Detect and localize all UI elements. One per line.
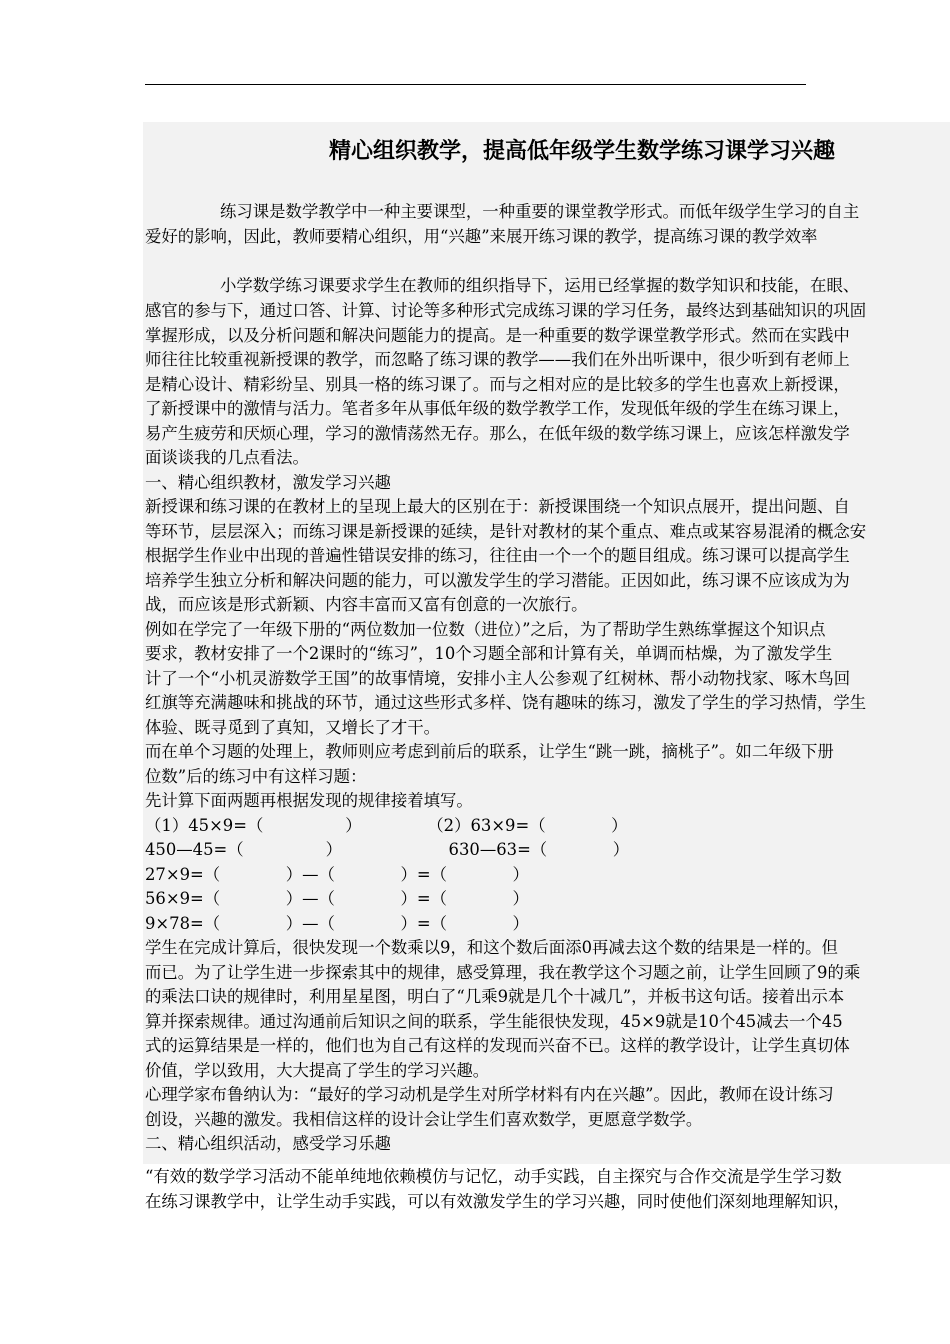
paragraph-line: 练习课是数学教学中一种主要课型，一种重要的课堂教学形式。而低年级学生学习的自主 (220, 202, 860, 221)
exercise-line: 450—45=（ ） 630—63=（ ） (145, 840, 630, 859)
paragraph-line: 掌握形成，以及分析问题和解决问题能力的提高。是一种重要的数学课堂教学形式。然而在实践中 (145, 326, 850, 345)
paragraph-line: 心理学家布鲁纳认为：“最好的学习动机是学生对所学材料有内在兴趣”。因此，教师在设计练习 (145, 1085, 834, 1104)
document-title: 精心组织教学，提高低年级学生数学练习课学习兴趣 (329, 138, 836, 164)
paragraph-line: 式的运算结果是一样的，他们也为自己有这样的发现而兴奋不已。这样的教学设计，让学生真切体 (145, 1036, 850, 1055)
paragraph-line: 易产生疲劳和厌烦心理，学习的激情荡然无存。那么，在低年级的数学练习课上，应该怎样激发学 (145, 424, 850, 443)
paragraph-line: “有效的数学学习活动不能单纯地依赖模仿与记忆，动手实践，自主探究与合作交流是学生学习数 (145, 1167, 842, 1186)
paragraph-line: 爱好的影响，因此，教师要精心组织，用“兴趣”来展开练习课的教学，提高练习课的教学效率 (145, 227, 818, 246)
paragraph-line: 战，而应该是形式新颖、内容丰富而又富有创意的一次旅行。 (145, 595, 588, 614)
exercise-line: 56×9=（ ）—（ ）=（ ） (145, 889, 529, 908)
exercise-line: 27×9=（ ）—（ ）=（ ） (145, 865, 529, 884)
paragraph-line: 算并探索规律。通过沟通前后知识之间的联系，学生能很快发现，45×9就是10个45减去一个45 (145, 1012, 843, 1031)
exercise-line: 9×78=（ ）—（ ）=（ ） (145, 914, 529, 933)
header-rule (145, 84, 806, 85)
paragraph-line: 在练习课教学中，让学生动手实践，可以有效激发学生的学习兴趣，同时使他们深刻地理解知识， (145, 1192, 850, 1211)
document-body (143, 122, 950, 1164)
exercise-line: （1）45×9=（ ） （2）63×9=（ ） (145, 816, 628, 835)
paragraph-line: 新授课和练习课的在教材上的呈现上最大的区别在于：新授课围绕一个知识点展开，提出问题、自 (145, 497, 850, 516)
section-heading: 一、精心组织教材，激发学习兴趣 (145, 473, 391, 492)
paragraph-line: 位数”后的练习中有这样习题： (145, 767, 367, 786)
paragraph-line: 红旗等充满趣味和挑战的环节，通过这些形式多样、饶有趣味的练习，激发了学生的学习热情，学生 (145, 693, 867, 712)
paragraph-line: 而在单个习题的处理上，教师则应考虑到前后的联系，让学生“跳一跳，摘桃子”。如二年级下册 (145, 742, 834, 761)
paragraph-line: 师往往比较重视新授课的教学，而忽略了练习课的教学——我们在外出听课中，很少听到有老师上 (145, 350, 850, 369)
paragraph-line: 要求，教材安排了一个2课时的“练习”，10个习题全部和计算有关，单调而枯燥，为了激发学生 (145, 644, 833, 663)
paragraph-line: 了新授课中的激情与活力。笔者多年从事低年级的数学教学工作，发现低年级的学生在练习课上， (145, 399, 850, 418)
paragraph-line: 先计算下面两题再根据发现的规律接着填写。 (145, 791, 473, 810)
paragraph-line: 而已。为了让学生进一步探索其中的规律，感受算理，我在教学这个习题之前，让学生回顾了9的乘 (145, 963, 861, 982)
paragraph-line: 的乘法口诀的规律时，利用星星图，明白了“几乘9就是几个十减几”，并板书这句话。接着出示本 (145, 987, 845, 1006)
section-heading: 二、精心组织活动，感受学习乐趣 (145, 1134, 391, 1153)
paragraph-line: 计了一个“小机灵游数学王国”的故事情境，安排小主人公参观了红树林、帮小动物找家、啄木鸟回 (145, 669, 851, 688)
paragraph-line: 例如在学完了一年级下册的“两位数加一位数（进位）”之后，为了帮助学生熟练掌握这个知识点 (145, 620, 826, 639)
paragraph-line: 学生在完成计算后，很快发现一个数乘以9，和这个数后面添0再减去这个数的结果是一样的。但 (145, 938, 838, 957)
paragraph-line: 培养学生独立分析和解决问题的能力，可以激发学生的学习潜能。正因如此，练习课不应该成为为 (145, 571, 850, 590)
paragraph-line: 价值，学以致用，大大提高了学生的学习兴趣。 (145, 1061, 490, 1080)
paragraph-line: 体验、既寻觅到了真知，又增长了才干。 (145, 718, 441, 737)
paragraph-line: 是精心设计、精彩纷呈、别具一格的练习课了。而与之相对应的是比较多的学生也喜欢上新授课， (145, 375, 850, 394)
paragraph-line: 创设，兴趣的激发。我相信这样的设计会让学生们喜欢数学，更愿意学数学。 (145, 1110, 703, 1129)
paragraph-line: 根据学生作业中出现的普遍性错误安排的练习，往往由一个一个的题目组成。练习课可以提高学生 (145, 546, 850, 565)
paragraph-line: 小学数学练习课要求学生在教师的组织指导下，运用已经掌握的数学知识和技能，在眼、 (220, 276, 860, 295)
paragraph-line: 等环节，层层深入；而练习课是新授课的延续，是针对教材的某个重点、难点或某容易混淆的概念安 (145, 522, 867, 541)
paragraph-line: 感官的参与下，通过口答、计算、讨论等多种形式完成练习课的学习任务，最终达到基础知识的巩固 (145, 301, 867, 320)
paragraph-line: 面谈谈我的几点看法。 (145, 448, 309, 467)
